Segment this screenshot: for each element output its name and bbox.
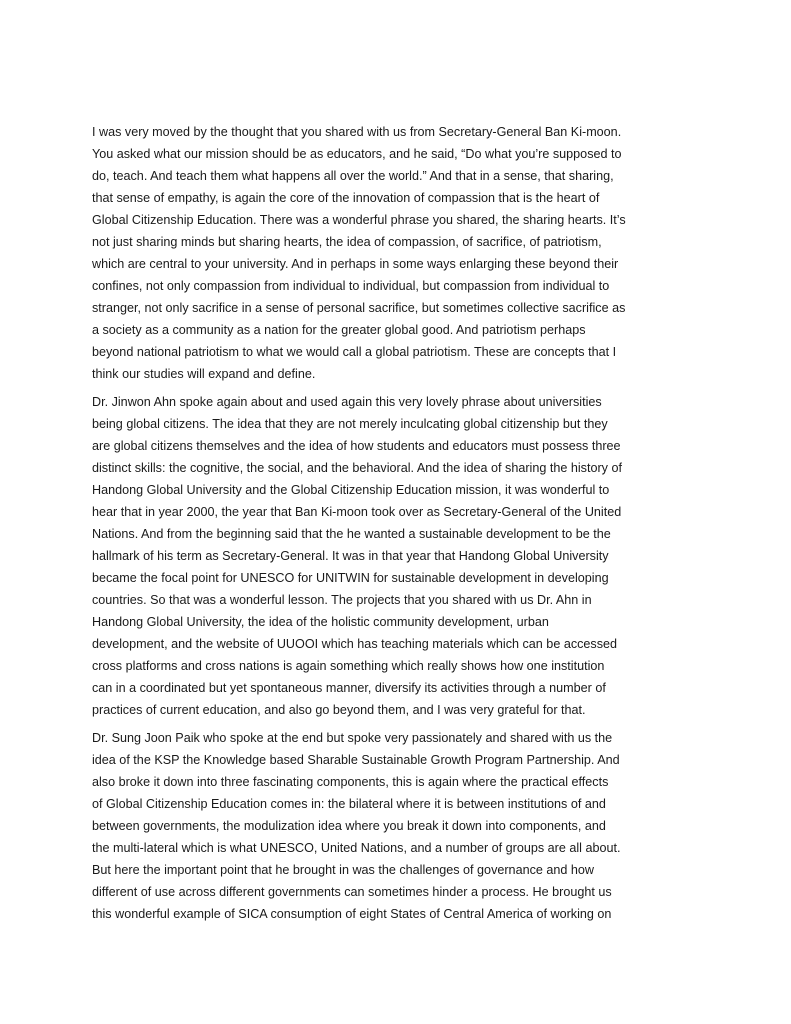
text-line: idea of the KSP the Knowledge based Sharable Sustainable Growth Program Partnership. And (92, 753, 620, 767)
text-line: are global citizens themselves and the idea of how students and educators must possess three (92, 439, 621, 453)
text-line: stranger, not only sacrifice in a sense of personal sacrifice, but sometimes collective sacrifice as (92, 301, 626, 315)
text-line: this wonderful example of SICA consumption of eight States of Central America of working on (92, 907, 612, 921)
text-line: Nations. And from the beginning said that the he wanted a sustainable development to be the (92, 527, 611, 541)
text-line: development, and the website of UUOOI which has teaching materials which can be accessed (92, 637, 618, 651)
text-line: Dr. Jinwon Ahn spoke again about and used again this very lovely phrase about universities (92, 395, 602, 409)
text-line: became the focal point for UNESCO for UNITWIN for sustainable development in developing (92, 571, 609, 585)
text-line: But here the important point that he brought in was the challenges of governance and how (92, 863, 594, 877)
text-line: also broke it down into three fascinating components, this is again where the practical effects (92, 775, 609, 789)
text-line: think our studies will expand and define. (92, 367, 316, 381)
text-line: which are central to your university. And in perhaps in some ways enlarging these beyond their (92, 257, 619, 271)
paragraph-3 (92, 727, 704, 925)
paragraph-2 (92, 391, 704, 721)
text-line: hallmark of his term as Secretary-General. It was in that year that Handong Global University (92, 549, 609, 563)
text-line: You asked what our mission should be as educators, and he said, “Do what you’re supposed to (92, 147, 622, 161)
text-line: hear that in year 2000, the year that Ban Ki-moon took over as Secretary-General of the United (92, 505, 622, 519)
text-line: Global Citizenship Education. There was a wonderful phrase you shared, the sharing hearts. It’s (92, 213, 626, 227)
text-line: Handong Global University and the Global Citizenship Education mission, it was wonderful to (92, 483, 610, 497)
text-line: can in a coordinated but yet spontaneous manner, diversify its activities through a number of (92, 681, 606, 695)
text-line: distinct skills: the cognitive, the social, and the behavioral. And the idea of sharing the history of (92, 461, 622, 475)
text-line: Dr. Sung Joon Paik who spoke at the end but spoke very passionately and shared with us the (92, 731, 613, 745)
text-line: between governments, the modulization idea where you break it down into components, and (92, 819, 606, 833)
text-line: do, teach. And teach them what happens all over the world.” And that in a sense, that sharing, (92, 169, 614, 183)
text-line: beyond national patriotism to what we would call a global patriotism. These are concepts that I (92, 345, 617, 359)
text-line: a society as a community as a nation for the greater global good. And patriotism perhaps (92, 323, 586, 337)
text-line: Handong Global University, the idea of the holistic community development, urban (92, 615, 549, 629)
text-line: countries. So that was a wonderful lesson. The projects that you shared with us Dr. Ahn in (92, 593, 592, 607)
document-body (92, 121, 704, 925)
text-line: practices of current education, and also go beyond them, and I was very grateful for that. (92, 703, 586, 717)
paragraph-1 (92, 121, 704, 385)
text-line: being global citizens. The idea that they are not merely inculcating global citizenship but they (92, 417, 608, 431)
text-line: I was very moved by the thought that you shared with us from Secretary-General Ban Ki-moon. (92, 125, 622, 139)
text-line: confines, not only compassion from individual to individual, but compassion from individual to (92, 279, 610, 293)
text-line: not just sharing minds but sharing hearts, the idea of compassion, of sacrifice, of patriotism, (92, 235, 602, 249)
text-line: the multi-lateral which is what UNESCO, United Nations, and a number of groups are all about. (92, 841, 621, 855)
text-line: cross platforms and cross nations is again something which really shows how one institution (92, 659, 605, 673)
text-line: of Global Citizenship Education comes in: the bilateral where it is between institutions of and (92, 797, 606, 811)
text-line: different of use across different governments can sometimes hinder a process. He brought us (92, 885, 612, 899)
text-line: that sense of empathy, is again the core of the innovation of compassion that is the heart of (92, 191, 600, 205)
